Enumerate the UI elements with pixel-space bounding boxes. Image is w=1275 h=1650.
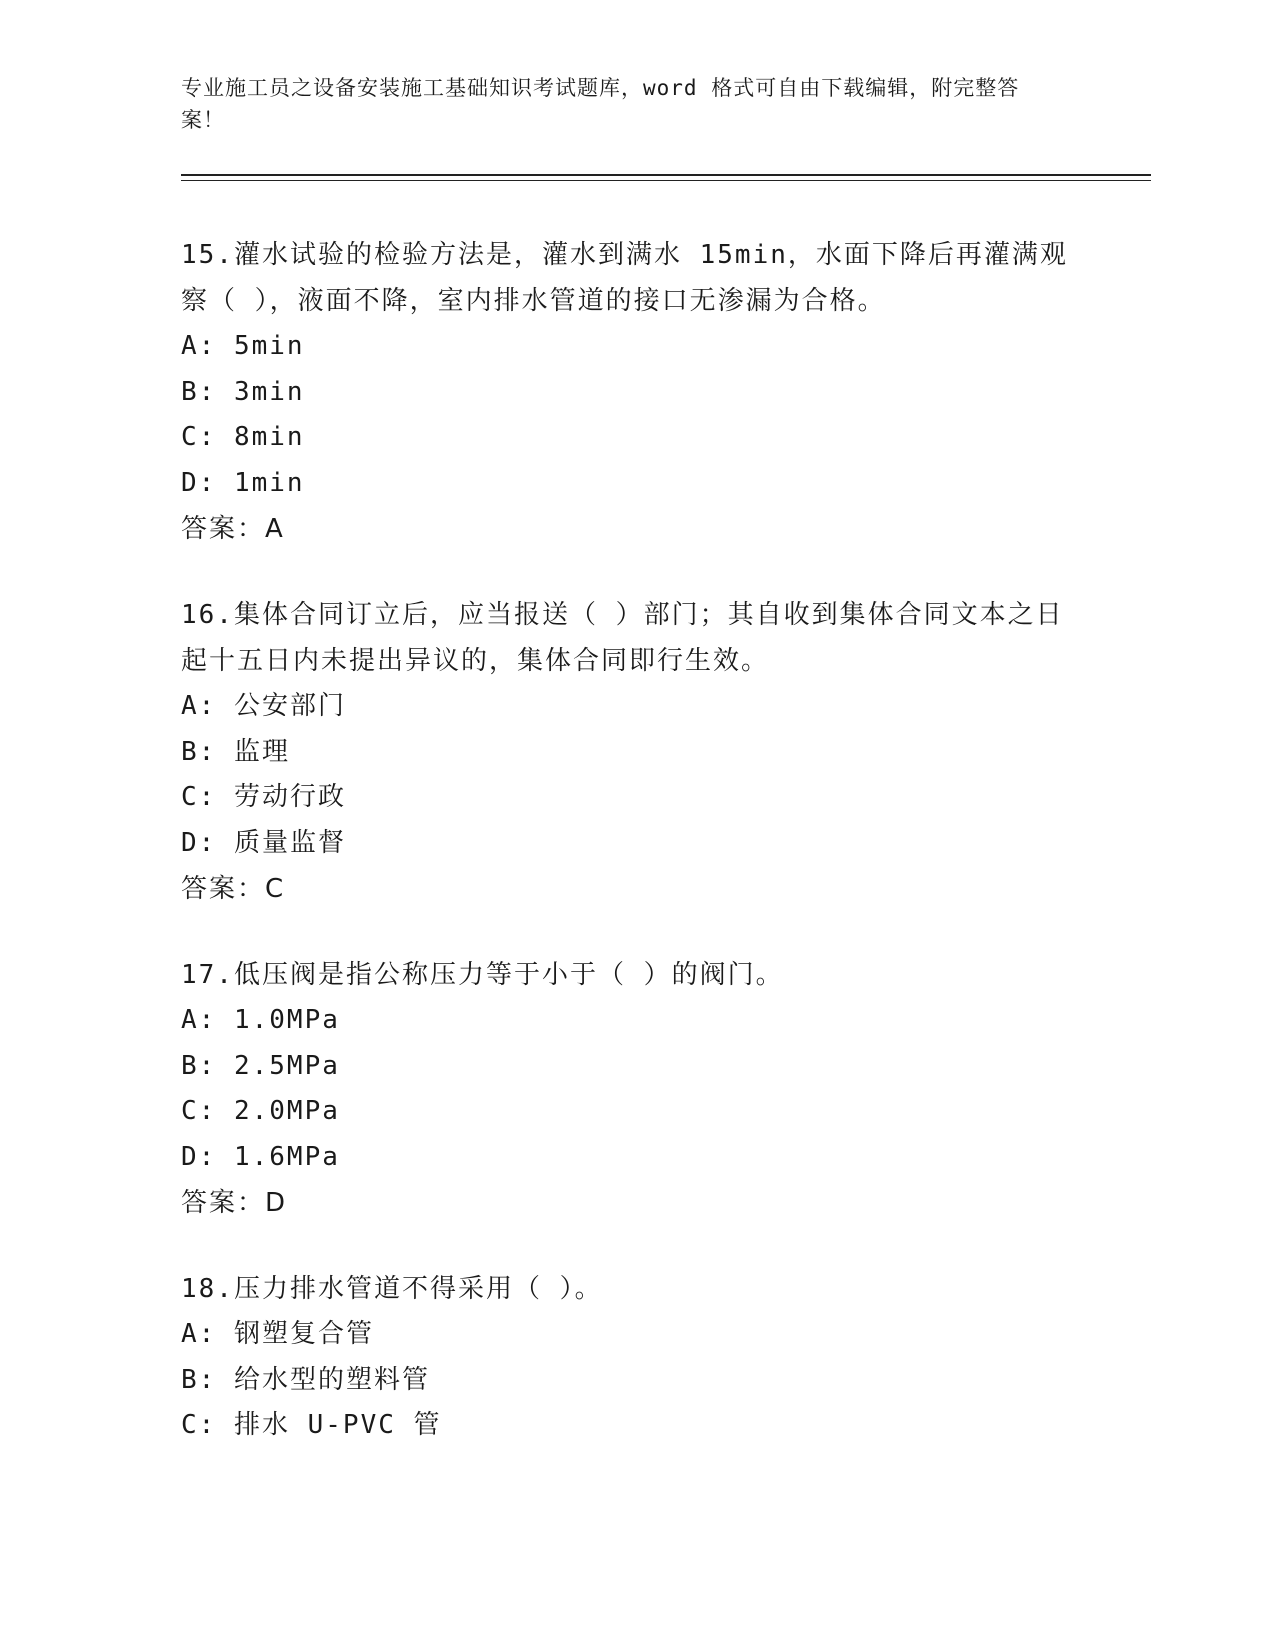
answer-text: 答案：A (181, 514, 285, 544)
option-b: B: 3min (181, 376, 305, 407)
option-a: A: 1.0MPa (181, 1005, 340, 1035)
option-d: D: 1.6MPa (181, 1141, 340, 1172)
header-divider-thick (181, 174, 1151, 176)
question-text: 15.灌水试验的检验方法是，灌水到满水 15min，水面下降后再灌满观察（ ），液面不降，室内排水管道的接口无渗漏为合格。 (181, 240, 1068, 316)
option-b: B: 监理 (181, 736, 290, 767)
option-a: A: 公安部门 (181, 691, 346, 721)
answer-text: 答案：C (181, 874, 286, 904)
option-c: C: 2.0MPa (181, 1096, 340, 1126)
option-a: A: 钢塑复合管 (181, 1319, 374, 1349)
question-text: 18.压力排水管道不得采用（ ）。 (181, 1274, 603, 1304)
option-c: C: 排水 U-PVC 管 (181, 1410, 442, 1440)
question-block (181, 1266, 1081, 1449)
option-b: B: 给水型的塑料管 (181, 1364, 430, 1395)
document-header: 专业施工员之设备安装施工基础知识考试题库，word 格式可自由下载编辑，附完整答案！ (181, 76, 1020, 132)
question-list (181, 232, 1081, 1489)
header-divider-thin (181, 180, 1151, 181)
question-block (181, 232, 1081, 552)
question-text: 17.低压阀是指公称压力等于小于（ ）的阀门。 (181, 960, 784, 990)
question-block (181, 592, 1081, 912)
option-c: C: 劳动行政 (181, 782, 346, 812)
option-b: B: 2.5MPa (181, 1050, 340, 1081)
question-block (181, 952, 1081, 1226)
option-a: A: 5min (181, 331, 305, 361)
answer-text: 答案：D (181, 1188, 288, 1218)
question-text: 16.集体合同订立后，应当报送（ ）部门；其自收到集体合同文本之日起十五日内未提出异议的，集体合同即行生效。 (181, 600, 1064, 676)
option-c: C: 8min (181, 422, 305, 452)
option-d: D: 1min (181, 467, 305, 498)
option-d: D: 质量监督 (181, 827, 346, 858)
